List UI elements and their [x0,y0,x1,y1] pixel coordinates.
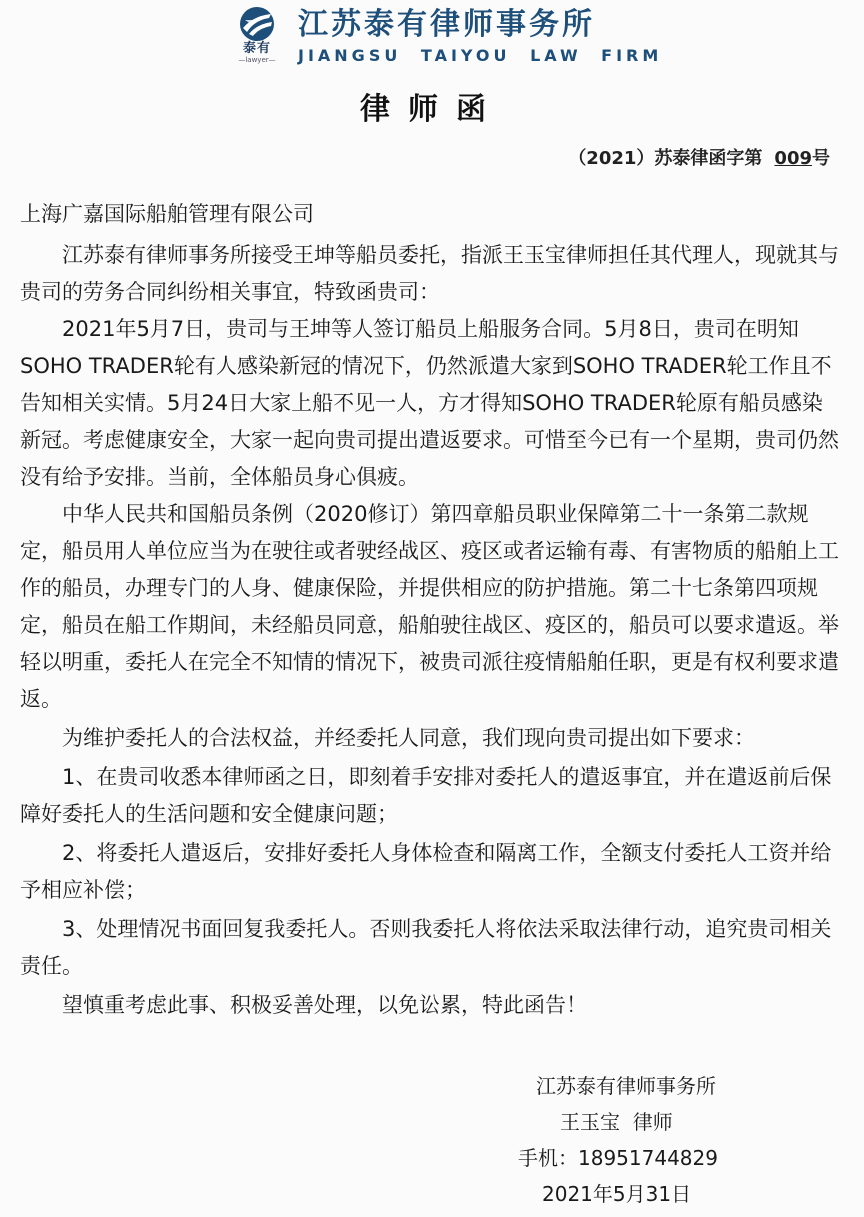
paragraph-legal-basis: 中华人民共和国船员条例（2020修订）第四章船员职业保障第二十一条第二款规定，船员用人单位应当为在驶往或者驶经战区、疫区或者运输有毒、有害物质的船舶上工作的船员，办理专门的人身、健康保险，并提供相应的防护措施。第二十七条第四项规定，船员在船工作期间，未经船员同意，船舶驶往战区、疫区的，船员可以要求遣返。举轻以明重，委托人在完全不知情的情况下，被贵司派往疫情船舶任职，更是有权利要求遣返。 [20,502,839,711]
ref-number: 009 [774,148,812,169]
reference-number [568,144,830,170]
signature-phone: 手机：18951744829 [518,1146,718,1170]
logo-cn-text: 泰有 [242,41,271,56]
letterhead [232,6,662,70]
signature-firm: 江苏泰有律师事务所 [536,1074,716,1098]
firm-name-cn: 江苏泰有律师事务所 [298,7,595,42]
ref-suffix: 号 [812,148,830,169]
demand-item-2: 2、将委托人遣返后，安排好委托人身体检查和隔离工作，全额支付委托人工资并给予相应补偿； [20,841,832,902]
firm-logo [232,6,282,70]
signature-block [518,1068,718,1212]
firm-logo-icon [239,6,275,42]
signature-lawyer: 王玉宝 律师 [560,1110,673,1134]
signature-date: 2021年5月31日 [542,1182,692,1206]
document-title: 律师函 [360,92,504,127]
paragraph-intro: 江苏泰有律师事务所接受王坤等船员委托，指派王玉宝律师担任其代理人，现就其与贵司的劳务合同纠纷相关事宜，特致函贵司： [20,243,839,304]
logo-en-text: —lawyer— [238,56,276,64]
paragraph-closing: 望慎重考虑此事、积极妥善处理，以免讼累，特此函告！ [62,993,587,1017]
letter-body [20,196,840,1024]
demand-item-1: 1、在贵司收悉本律师函之日，即刻着手安排对委托人的遣返事宜，并在遣返前后保障好委托人的生活问题和安全健康问题； [20,765,832,826]
addressee: 上海广嘉国际船舶管理有限公司 [20,202,314,226]
paragraph-facts: 2021年5月7日，贵司与王坤等人签订船员上船服务合同。5月8日，贵司在明知SOHO TRADER轮有人感染新冠的情况下，仍然派遣大家到SOHO TRADER轮工作且不告知相关实情。5月24日大家上船不见一人，方才得知SOHO TRADER轮原有船员感染新冠。考虑健康安全，大家一起向贵司提出遣返要求。可惜至今已有一个星期，贵司仍然没有给予安排。当前，全体船员身心俱疲。 [20,317,839,489]
ref-prefix: （2021）苏泰律函字第 [568,148,763,169]
firm-name-en: JIANGSU TAIYOU LAW FIRM [298,46,663,65]
paragraph-demands-intro: 为维护委托人的合法权益，并经委托人同意，我们现向贵司提出如下要求： [62,726,755,750]
demand-item-3: 3、处理情况书面回复我委托人。否则我委托人将依法采取法律行动，追究贵司相关责任。 [20,917,832,978]
firm-name-block [298,6,662,66]
